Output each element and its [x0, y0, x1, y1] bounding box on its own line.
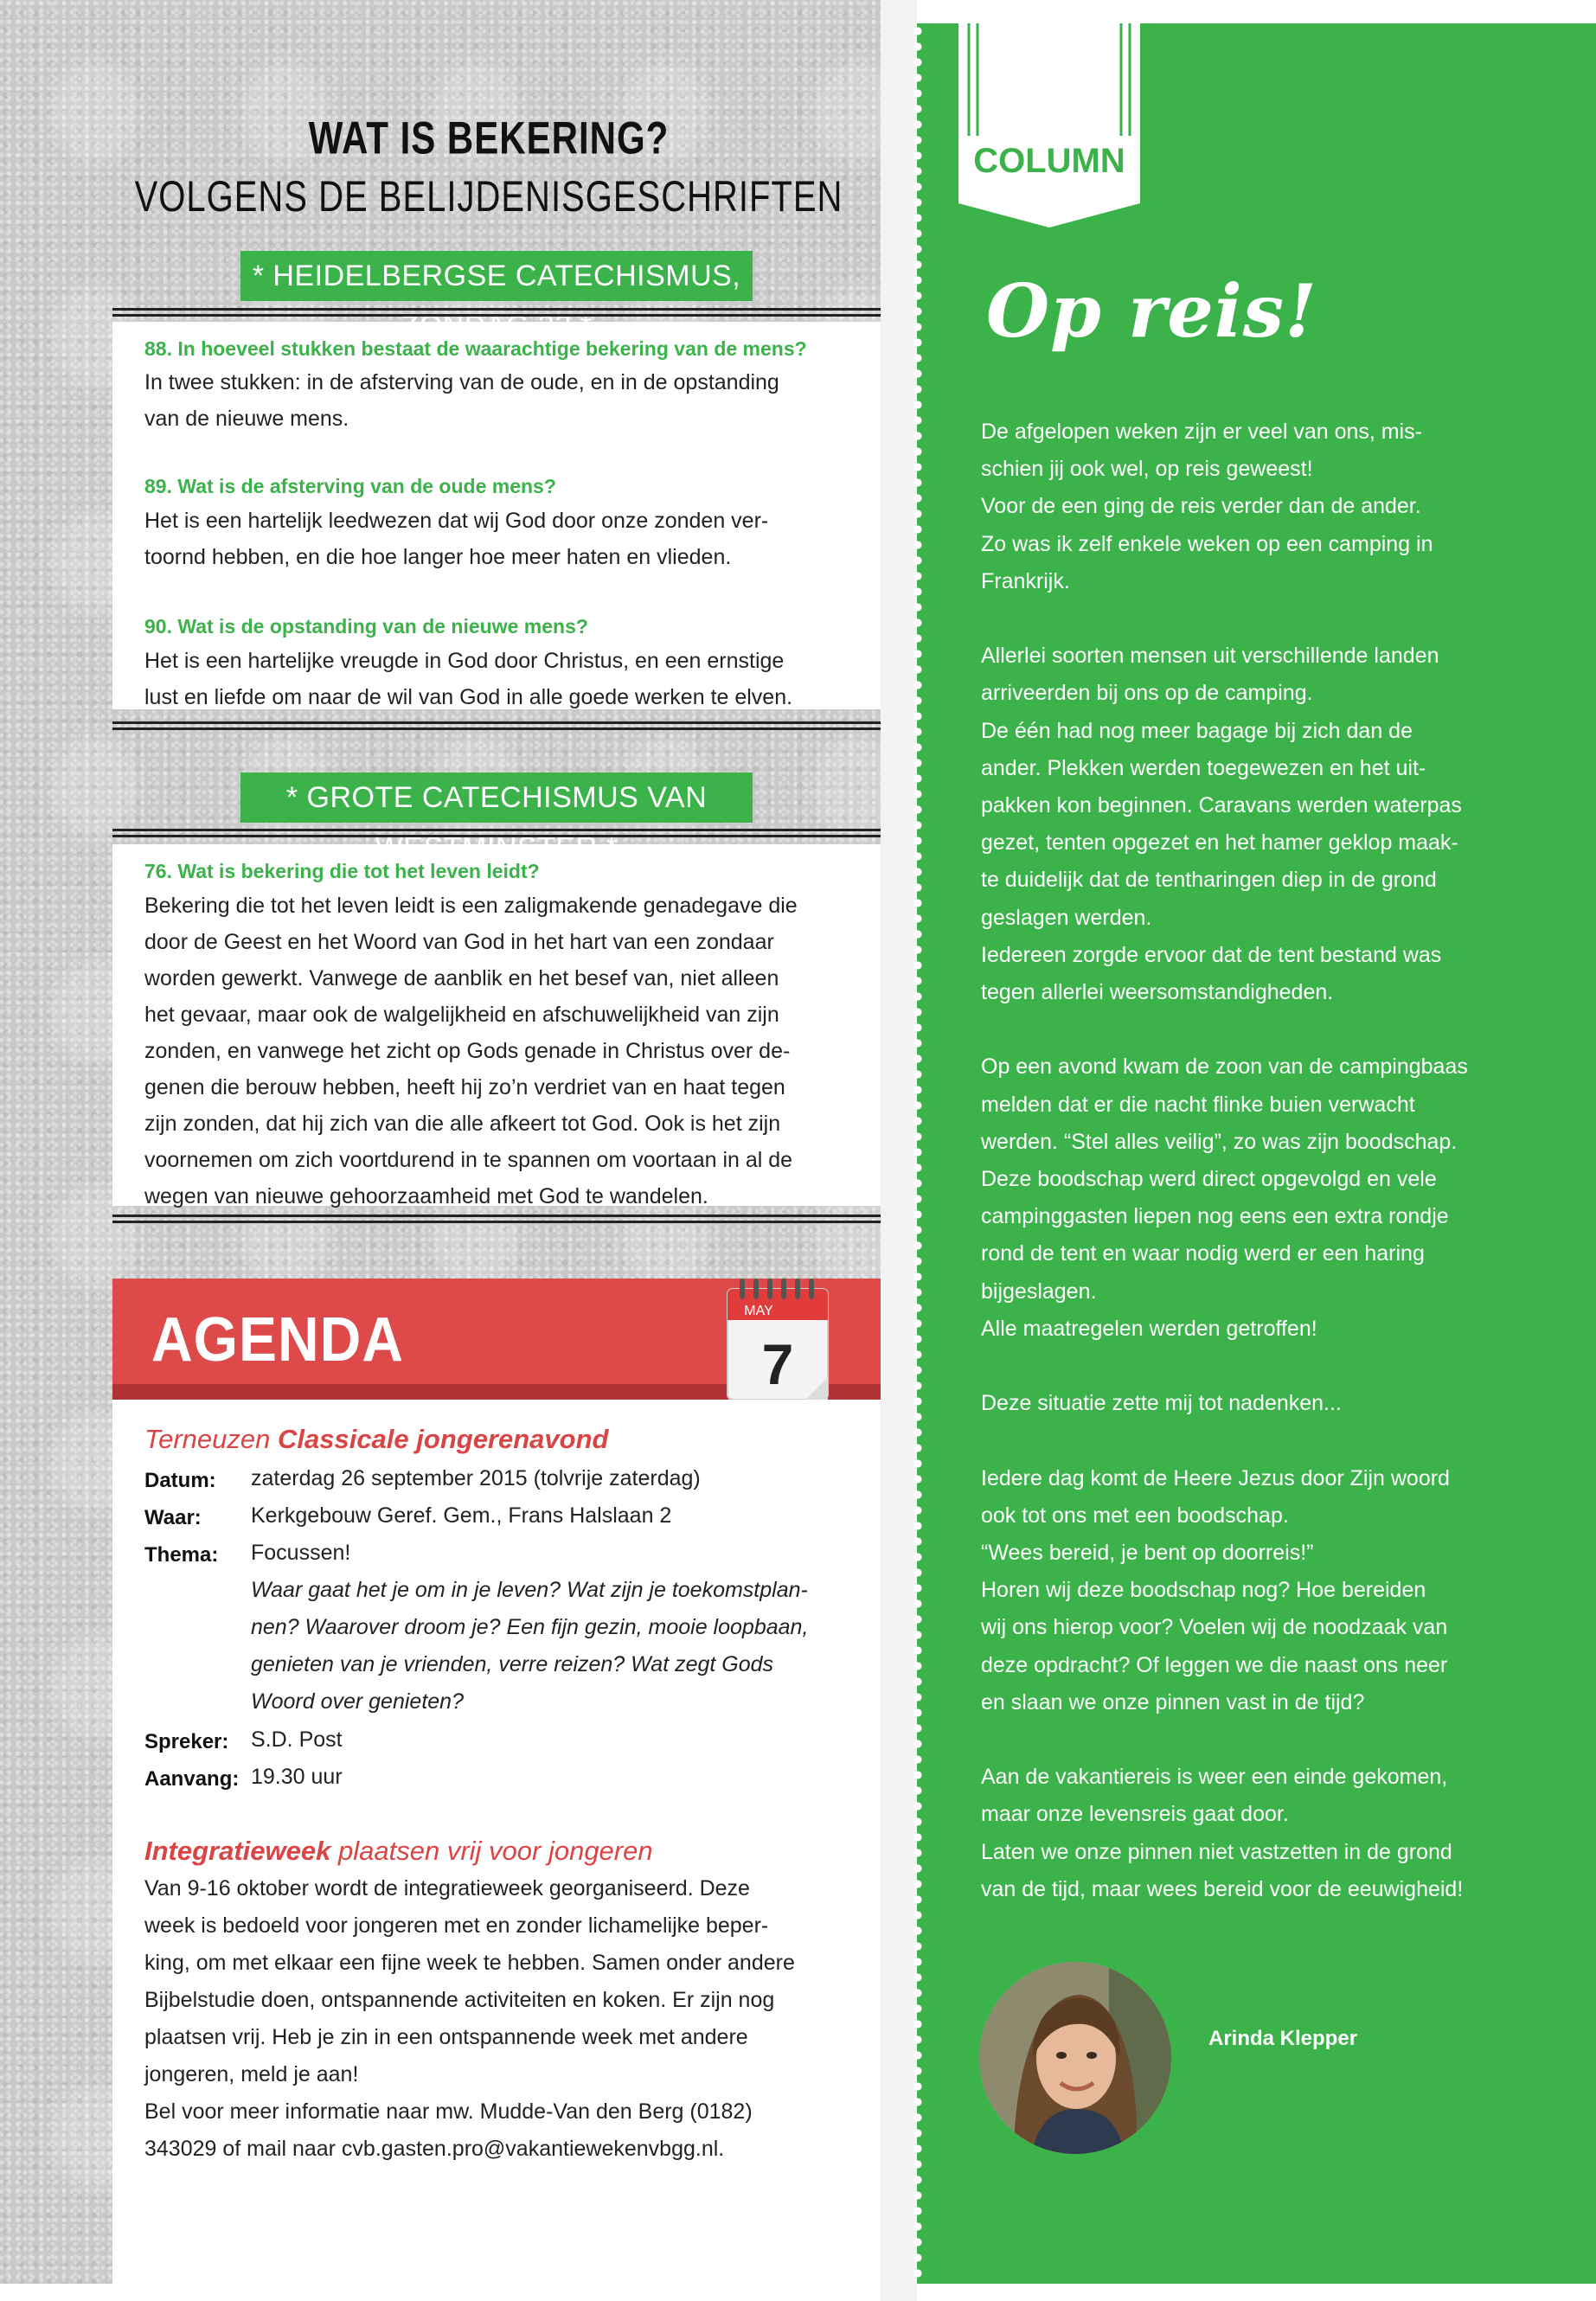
- author-avatar: [979, 1962, 1171, 2154]
- label-waar: Waar:: [144, 1506, 202, 1529]
- answer-89: Het is een hartelijk leedwezen dat wij God door onze zonden ver- toornd hebben, en die hoe langer hoe meer haten en vlieden.: [144, 509, 769, 569]
- calendar-day: 7: [761, 1332, 794, 1396]
- label-aanvang: Aanvang:: [144, 1767, 240, 1791]
- author-name: Arinda Klepper: [1208, 2027, 1358, 2050]
- answer-76: Bekering die tot het leven leidt is een zaligmakende genadegave die door de Geest en het Woord van God in het hart van een zondaar worden gewerkt. Vanwege de aanblik en het besef van, niet alleen het gevaar, maar ook de walgelijkheid en afschuwelijkheid van zijn zonden, en vanwege het zicht op Gods genade in Christus over de- genen die berouw hebben, heeft hij zo’n verdriet van en haat tegen zijn zonden, dat hij zich van die alle afkeert tot God. Ook is het zijn voornemen om zich voortdurend in te spannen om voortaan in al de wegen van nieuwe gehoorzaamheid met God te wandelen.: [144, 894, 798, 1208]
- column-paragraph: Iedere dag komt de Heere Jezus door Zijn woord ook tot ons met een boodschap. “Wees bereid, je bent op doorreis!” Horen wij deze boodschap nog? Hoe bereiden wij ons hierop voor? Voelen wij de noodzaak van deze opdracht? Of leggen we die naast ons neer en slaan we onze pinnen vast in de tijd?: [981, 1465, 1450, 1715]
- column-tag-label: COLUMN: [973, 142, 1125, 180]
- westminster-banner: * GROTE CATECHISMUS VAN: [240, 772, 753, 823]
- event2-subtitle: plaatsen vrij voor jongeren: [338, 1836, 653, 1866]
- event1-place: Terneuzen: [144, 1424, 271, 1454]
- divider-rule: [112, 1215, 881, 1223]
- event1-name: Classicale jongerenavond: [277, 1424, 609, 1454]
- event2-heading: [144, 1836, 653, 1867]
- event2-description: Van 9-16 oktober wordt de integratieweek georganiseerd. Deze week is bedoeld voor jongeren met en zonder lichamelijke beper- king, om met elkaar een fijne week te hebben. Samen onder andere Bijbelstudie doen, ontspannende activiteiten en koken. Er zijn nog plaatsen vrij. Heb je zin in een ontspannende week met andere jongeren, meld je aan! Bel voor meer informatie naar mw. Mudde-Van den Berg (0182) 343029 of mail naar cvb.gasten.pro@vakantiewekenvbgg.nl.: [144, 1876, 795, 2161]
- event2-name: Integratieweek: [144, 1836, 331, 1866]
- article-subtitle: VOLGENS DE BELIJDENISGESCHRIFTEN: [134, 173, 843, 221]
- divider-rule: [112, 308, 881, 317]
- column-text: [981, 413, 1569, 1908]
- column-title: Op reis!: [986, 268, 1317, 354]
- value-waar: Kerkgebouw Geref. Gem., Frans Halslaan 2: [251, 1503, 672, 1528]
- event1-heading: [144, 1424, 608, 1455]
- answer-90: Het is een hartelijke vreugde in God door Christus, en een ernstige lust en liefde om naar de wil van God in alle goede werken te elven.: [144, 649, 793, 709]
- thema-description: Waar gaat het je om in je leven? Wat zijn je toekomstplan- nen? Waarover droom je? Een fijn gezin, mooie loopbaan, genieten van je vrienden, verre reizen? Wat zegt Gods Woord over genieten?: [251, 1578, 809, 1714]
- column-paragraph: Aan de vakantiereis is weer een einde gekomen, maar onze levensreis gaat door. Laten we onze pinnen niet vastzetten in de grond van de tijd, maar wees bereid voor de eeuwigheid!: [981, 1765, 1464, 1901]
- question-88: 88. In hoeveel stukken bestaat de waarachtige bekering van de mens?: [134, 334, 812, 363]
- stitched-edge: [912, 23, 924, 2284]
- value-datum: zaterdag 26 september 2015 (tolvrije zaterdag): [251, 1466, 701, 1490]
- label-spreker: Spreker:: [144, 1730, 229, 1753]
- calendar-icon: [722, 1265, 833, 1412]
- value-thema: Focussen!: [251, 1541, 351, 1565]
- label-datum: Datum:: [144, 1469, 216, 1492]
- question-90: 90. Wat is de opstanding van de nieuwe mens?: [134, 612, 593, 641]
- calendar-month: MAY: [744, 1304, 773, 1318]
- value-spreker: S.D. Post: [251, 1727, 343, 1752]
- divider-rule: [112, 829, 881, 837]
- label-thema: Thema:: [144, 1543, 219, 1567]
- answer-88: In twee stukken: in de afsterving van de oude, en in de opstanding van de nieuwe mens.: [144, 370, 779, 431]
- column-tag: [958, 23, 1140, 228]
- column-paragraph: Deze situatie zette mij tot nadenken...: [981, 1391, 1342, 1416]
- article-title: WAT IS BEKERING?: [308, 112, 670, 163]
- value-aanvang: 19.30 uur: [251, 1765, 343, 1789]
- question-89: 89. Wat is de afsterving van de oude mens?: [134, 471, 561, 501]
- divider-rule: [112, 721, 881, 730]
- column-paragraph: De afgelopen weken zijn er veel van ons, mis- schien jij ook wel, op reis geweest! Voor de een ging de reis verder dan de ander. Zo was ik zelf enkele weken op een camping in Frankrijk.: [981, 420, 1433, 593]
- column-paragraph: Allerlei soorten mensen uit verschillende landen arriveerden bij ons op de camping. De één had nog meer bagage bij zich dan de ander. Plekken werden toegewezen en het uit- pakken kon beginnen. Caravans werden waterpas gezet, tenten opgezet en het hamer geklop maak- te duidelijk dat de tentharingen diep in de grond geslagen werden. Iedereen zorgde ervoor dat de tent bestand was tegen allerlei weersomstandigheden.: [981, 644, 1462, 1005]
- column-paragraph: Op een avond kwam de zoon van de campingbaas melden dat er die nacht flinke buien verwacht werden. “Stel alles veilig”, zo was zijn boodschap. Deze boodschap werd direct opgevolgd en vele campinggasten liepen nog eens een extra rondje rond de tent en waar nodig werd er een haring bijgeslagen. Alle maatregelen werden getroffen!: [981, 1054, 1468, 1341]
- question-76: 76. Wat is bekering die tot het leven leidt?: [134, 856, 545, 886]
- agenda-title: AGENDA: [151, 1304, 405, 1375]
- heidelberg-banner: * HEIDELBERGSE CATECHISMUS,: [240, 251, 753, 301]
